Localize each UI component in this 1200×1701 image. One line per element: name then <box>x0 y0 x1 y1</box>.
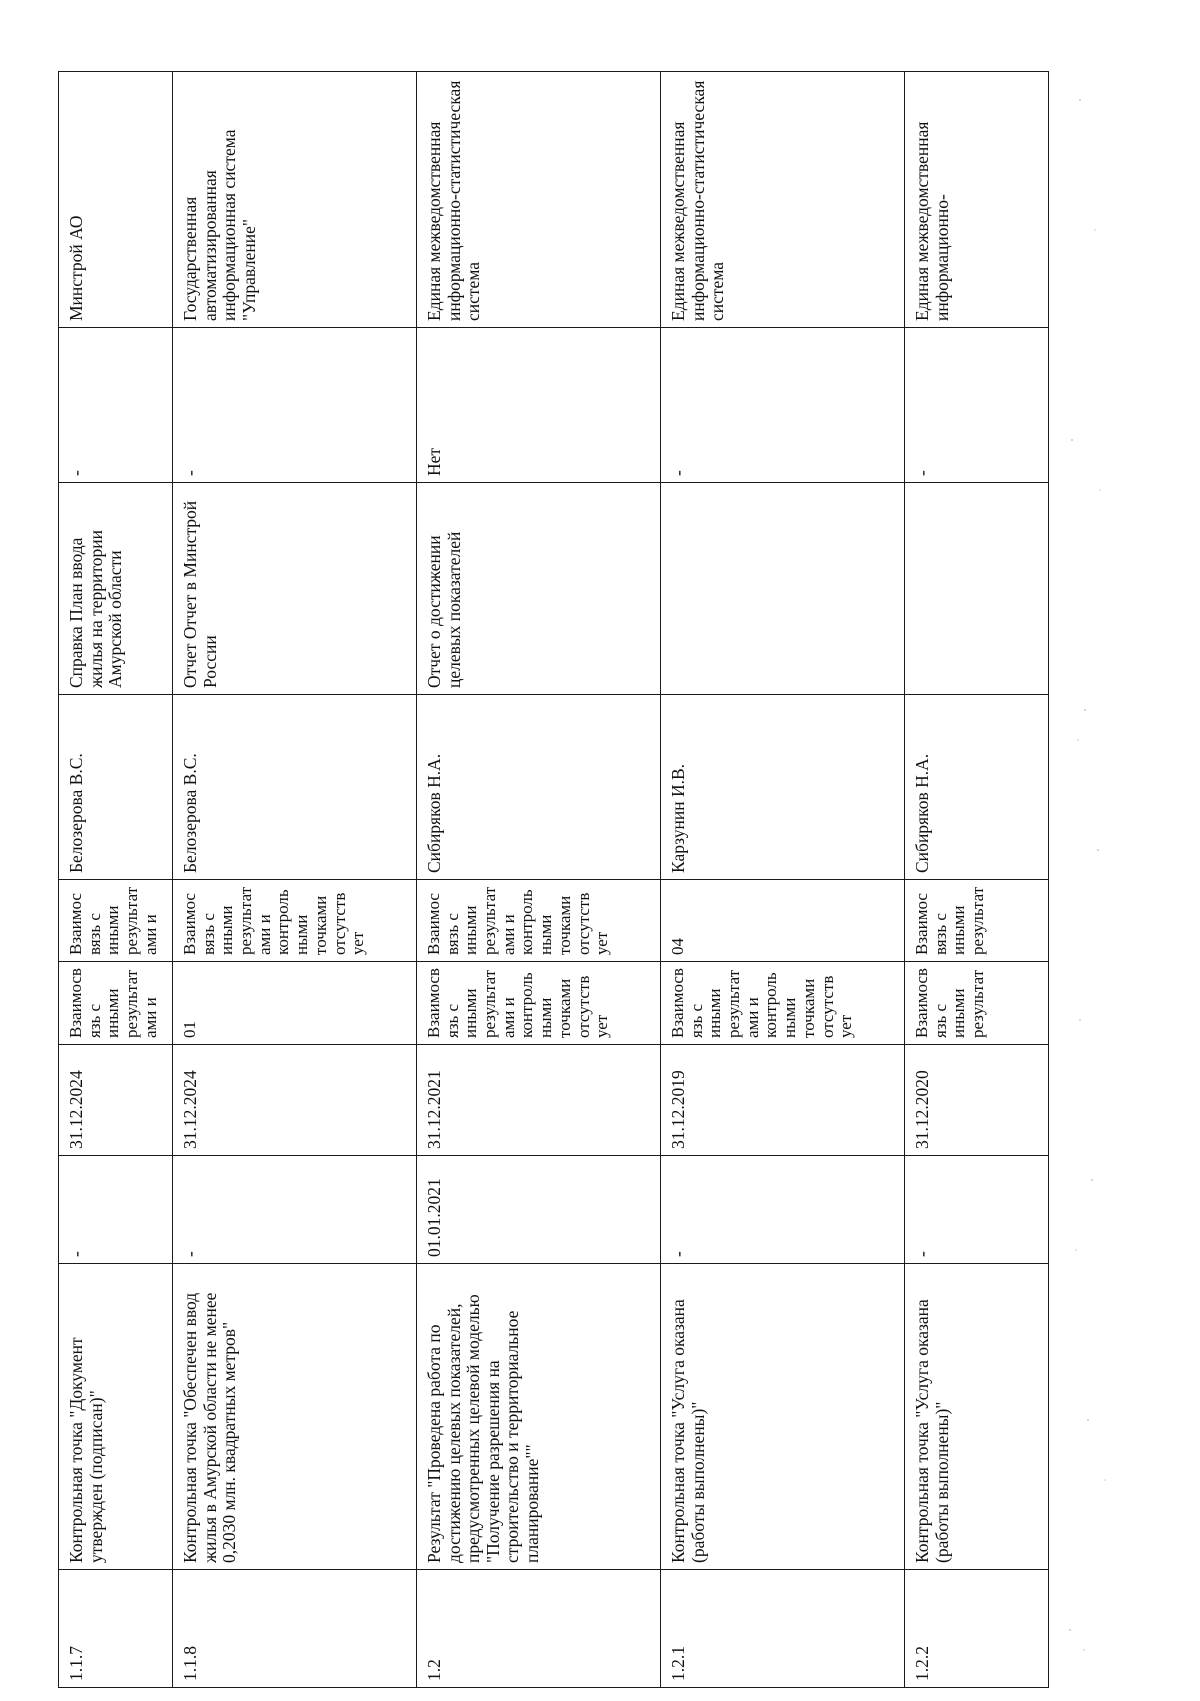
responsible-person: Белозерова В.С. <box>173 695 417 880</box>
row-title: Контрольная точка "Услуга оказана (работы выполнены)" <box>661 1264 905 1570</box>
successors: 04 <box>661 880 905 962</box>
control-level: - <box>59 328 173 483</box>
table-row <box>905 72 1049 1688</box>
start-date: - <box>661 1156 905 1264</box>
control-level: - <box>661 328 905 483</box>
scanned-page <box>58 72 1048 1688</box>
row-title: Контрольная точка "Документ утвержден (подписан)" <box>59 1264 173 1570</box>
start-date: - <box>173 1156 417 1264</box>
document-type <box>905 483 1049 695</box>
row-title: Контрольная точка "Обеспечен ввод жилья в Амурской области не менее 0,2030 млн. квадратных метров" <box>173 1264 417 1570</box>
information-system: Минстрой АО <box>59 72 173 328</box>
predecessors: Взаимосвязь с иными результатами и контрольными точками отсутствует <box>661 962 905 1045</box>
end-date: 31.12.2024 <box>173 1045 417 1156</box>
document-type: Отчет о достижении целевых показателей <box>417 483 661 695</box>
row-title: Контрольная точка "Услуга оказана (работы выполнены)" <box>905 1264 1049 1570</box>
start-date: 01.01.2021 <box>417 1156 661 1264</box>
predecessors: Взаимосвязь с иными результатами и контрольными точками отсутствует <box>417 962 661 1045</box>
successors: Взаимосвязь с иными результат <box>905 880 1049 962</box>
end-date: 31.12.2020 <box>905 1045 1049 1156</box>
end-date: 31.12.2019 <box>661 1045 905 1156</box>
control-points-table <box>58 71 1049 1688</box>
row-number: 1.2 <box>417 1570 661 1688</box>
table-row <box>661 72 905 1688</box>
responsible-person: Сибиряков Н.А. <box>905 695 1049 880</box>
row-number: 1.2.1 <box>661 1570 905 1688</box>
successors: Взаимосвязь с иными результатами и <box>59 880 173 962</box>
responsible-person: Карзунин И.В. <box>661 695 905 880</box>
information-system: Единая межведомственная информационно-статистическая система <box>417 72 661 328</box>
end-date: 31.12.2024 <box>59 1045 173 1156</box>
control-level: - <box>905 328 1049 483</box>
table-row <box>417 72 661 1688</box>
table-row <box>173 72 417 1688</box>
document-type: Отчет Отчет в Минстрой России <box>173 483 417 695</box>
row-number: 1.1.8 <box>173 1570 417 1688</box>
start-date: - <box>59 1156 173 1264</box>
start-date: - <box>905 1156 1049 1264</box>
successors: Взаимосвязь с иными результатами и контрольными точками отсутствует <box>173 880 417 962</box>
predecessors: Взаимосвязь с иными результат <box>905 962 1049 1045</box>
document-type <box>661 483 905 695</box>
document-type: Справка План ввода жилья на территории Амурской области <box>59 483 173 695</box>
table-row <box>59 72 173 1688</box>
responsible-person: Белозерова В.С. <box>59 695 173 880</box>
scan-noise <box>1050 20 1180 1680</box>
predecessors: Взаимосвязь с иными результатами и <box>59 962 173 1045</box>
end-date: 31.12.2021 <box>417 1045 661 1156</box>
information-system: Государственная автоматизированная информационная система "Управление" <box>173 72 417 328</box>
successors: Взаимосвязь с иными результатами и контрольными точками отсутствует <box>417 880 661 962</box>
predecessors: 01 <box>173 962 417 1045</box>
information-system: Единая межведомственная информационно-статистическая система <box>661 72 905 328</box>
control-level: Нет <box>417 328 661 483</box>
information-system: Единая межведомственная информационно- <box>905 72 1049 328</box>
responsible-person: Сибиряков Н.А. <box>417 695 661 880</box>
row-title: Результат "Проведена работа по достижению целевых показателей, предусмотренных целевой моделью "Получение разрешения на строительство и территориальное планирование"" <box>417 1264 661 1570</box>
row-number: 1.1.7 <box>59 1570 173 1688</box>
row-number: 1.2.2 <box>905 1570 1049 1688</box>
control-level: - <box>173 328 417 483</box>
